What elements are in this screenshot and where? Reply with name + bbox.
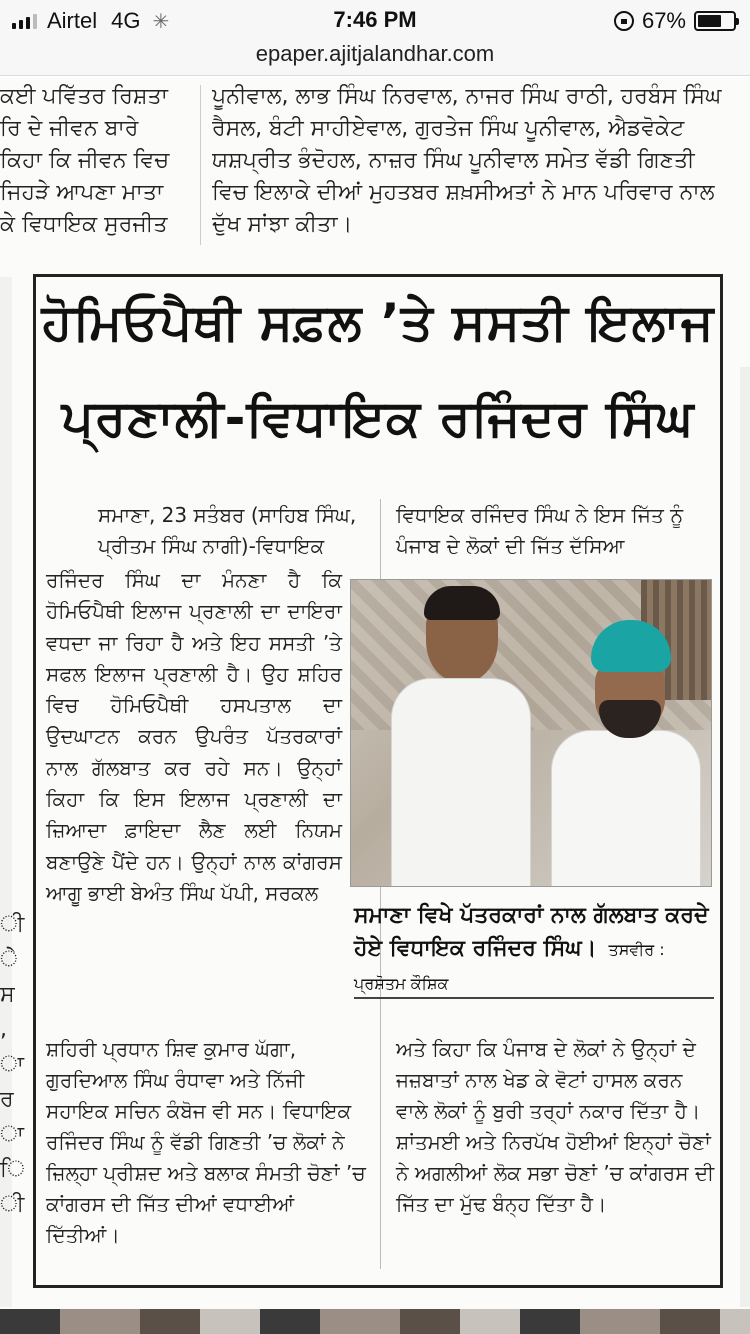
- top-right-column: ਪੂਨੀਵਾਲ, ਲਾਭ ਸਿੰਘ ਨਿਰਵਾਲ, ਨਾਜਰ ਸਿੰਘ ਰਾਠੀ, ਹਰਬੰਸ ਸਿੰਘ ਰੈਸਲ, ਬੰਟੀ ਸਾਹੀਏਵਾਲ, ਗੁਰਤੇਜ ਸਿੰਘ ਪੂਨੀਵਾਲ, ਐਡਵੋਕੇਟ ਯਸ਼ਪ੍ਰੀਤ ਭੰਦੋਹਲ, ਨਾਜ਼ਰ ਸਿੰਘ ਪੂਨੀਵਾਲ ਸਮੇਤ ਵੱਡੀ ਗਿਣਤੀ ਵਿਚ ਇਲਾਕੇ ਦੀਆਂ ਮੁਹਤਬਰ ਸ਼ਖ਼ਸੀਅਤਾਂ ਨੇ ਮਾਨ ਪਰਿਵਾਰ ਨਾਲ ਦੁੱਖ ਸਾਂਝਾ ਕੀਤਾ।: [212, 84, 722, 237]
- left-edge-letter: ਸ: [0, 982, 15, 1007]
- epaper-page[interactable]: [0, 77, 750, 1334]
- article-body-bottom-left: ਸ਼ਹਿਰੀ ਪ੍ਰਧਾਨ ਸ਼ਿਵ ਕੁਮਾਰ ਘੱਗਾ, ਗੁਰਦਿਆਲ ਸਿੰਘ ਰੰਧਾਵਾ ਅਤੇ ਨਿੱਜੀ ਸਹਾਇਕ ਸਚਿਨ ਕੰਬੋਜ ਵੀ ਸਨ। ਵਿਧਾਇਕ ਰਜਿੰਦਰ ਸਿੰਘ ਨੂੰ ਵੱਡੀ ਗਿਣਤੀ ’ਚ ਲੋਕਾਂ ਨੇ ਜ਼ਿਲ੍ਹਾ ਪ੍ਰੀਸ਼ਦ ਅਤੇ ਬਲਾਕ ਸੰਮਤੀ ਚੋਣਾਂ ’ਚ ਕਾਂਗਰਸ ਦੀ ਜਿੱਤ ਦੀਆਂ ਵਧਾਈਆਂ ਦਿੱਤੀਆਂ।: [46, 1037, 366, 1247]
- url-bar[interactable]: epaper.ajitjalandhar.com: [0, 40, 750, 76]
- right-edge-fragment: [740, 367, 750, 1307]
- column-divider: [200, 85, 201, 245]
- top-left-line: ਕਿਹਾ ਕਿ ਜੀਵਨ ਵਿਚ: [0, 148, 170, 173]
- network-type: 4G: [111, 8, 141, 33]
- top-left-line: ਜਿਹੜੇ ਆਪਣਾ ਮਾਤਾ: [0, 180, 164, 205]
- article-subhead: ਵਿਧਾਇਕ ਰਜਿੰਦਰ ਸਿੰਘ ਨੇ ਇਸ ਜਿੱਤ ਨੂੰ ਪੰਜਾਬ ਦੇ ਲੋਕਾਂ ਦੀ ਜਿੱਤ ਦੱਸਿਆ: [396, 503, 684, 558]
- left-edge-letter: ,: [0, 1017, 7, 1042]
- rotation-lock-icon: [614, 11, 634, 31]
- headline-line-1: ਹੋਮਿਓਪੈਥੀ ਸਫ਼ਲ ’ਤੇ ਸਸਤੀ ਇਲਾਜ: [41, 293, 715, 351]
- carrier-name: Airtel: [47, 8, 98, 33]
- article-byline: ਸਮਾਣਾ, 23 ਸਤੰਬਰ (ਸਾਹਿਬ ਸਿੰਘ, ਪ੍ਰੀਤਮ ਸਿੰਘ ਨਾਗੀ)-ਵਿਧਾਇਕ: [98, 503, 357, 558]
- top-left-line: ਕੇ ਵਿਧਾਇਕ ਸੁਰਜੀਤ: [0, 212, 168, 237]
- top-left-line: ਕਈ ਪਵਿੱਤਰ ਰਿਸ਼ਤਾ: [0, 84, 168, 109]
- caption-text: ਸਮਾਣਾ ਵਿਖੇ ਪੱਤਰਕਾਰਾਂ ਨਾਲ ਗੱਲਬਾਤ ਕਰਦੇ ਹੋਏ ਵਿਧਾਇਕ ਰਜਿੰਦਰ ਸਿੰਘ।: [354, 903, 709, 961]
- status-time: 7:46 PM: [333, 7, 417, 32]
- left-edge-letter: ਰ: [0, 1087, 14, 1112]
- person-left: [391, 590, 531, 887]
- left-edge-letter: ੀ: [0, 1192, 25, 1217]
- status-bar: [0, 0, 750, 40]
- left-edge-letter: ੇ: [0, 947, 18, 972]
- left-edge-letter: ਾ: [0, 1122, 24, 1147]
- left-edge-fragment: [0, 277, 12, 1307]
- left-edge-letter: ੀ: [0, 912, 25, 937]
- headline-line-2: ਪ੍ਰਣਾਲੀ-ਵਿਧਾਇਕ ਰਜਿੰਦਰ ਸਿੰਘ: [61, 389, 695, 447]
- news-article[interactable]: [33, 274, 723, 1288]
- left-edge-letter: ਿ: [0, 1157, 25, 1182]
- loading-spinner-icon: ✳: [152, 10, 170, 33]
- article-body-left: ਰਜਿੰਦਰ ਸਿੰਘ ਦਾ ਮੰਨਣਾ ਹੈ ਕਿ ਹੋਮਿਓਪੈਥੀ ਇਲਾਜ ਪ੍ਰਣਾਲੀ ਦਾ ਦਾਇਰਾ ਵਧਦਾ ਜਾ ਰਿਹਾ ਹੈ ਅਤੇ ਇਹ ਸਸਤੀ ’ਤੇ ਸਫਲ ਇਲਾਜ ਪ੍ਰਣਾਲੀ ਹੈ। ਉਹ ਸ਼ਹਿਰ ਵਿਚ ਹੋਮਿਓਪੈਥੀ ਹਸਪਤਾਲ ਦਾ ਉਦਘਾਟਨ ਕਰਨ ਉਪਰੰਤ ਪੱਤਰਕਾਰਾਂ ਨਾਲ ਗੱਲਬਾਤ ਕਰ ਰਹੇ ਸਨ। ਉਨ੍ਹਾਂ ਕਿਹਾ ਕਿ ਇਸ ਇਲਾਜ ਪ੍ਰਣਾਲੀ ਦਾ ਜ਼ਿਆਦਾ ਫ਼ਾਇਦਾ ਲੈਣ ਲਈ ਨਿਯਮ ਬਣਾਉਣੇ ਪੈਂਦੇ ਹਨ। ਉਨ੍ਹਾਂ ਨਾਲ ਕਾਂਗਰਸ ਆਗੂ ਭਾਈ ਬੇਅੰਤ ਸਿੰਘ ਪੱਪੀ, ਸਰਕਲ: [46, 568, 342, 905]
- person-right: [551, 620, 701, 887]
- caption-rule: [354, 997, 714, 999]
- next-article-preview: [0, 1309, 750, 1334]
- article-body-bottom-right: ਅਤੇ ਕਿਹਾ ਕਿ ਪੰਜਾਬ ਦੇ ਲੋਕਾਂ ਨੇ ਉਨ੍ਹਾਂ ਦੇ ਜਜ਼ਬਾਤਾਂ ਨਾਲ ਖੇਡ ਕੇ ਵੋਟਾਂ ਹਾਸਲ ਕਰਨ ਵਾਲੇ ਲੋਕਾਂ ਨੂੰ ਬੁਰੀ ਤਰ੍ਹਾਂ ਨਕਾਰ ਦਿੱਤਾ ਹੈ। ਸ਼ਾਂਤਮਈ ਅਤੇ ਨਿਰਪੱਖ ਹੋਈਆਂ ਇਨ੍ਹਾਂ ਚੋਣਾਂ ਨੇ ਅਗਲੀਆਂ ਲੋਕ ਸਭਾ ਚੋਣਾਂ ’ਚ ਕਾਂਗਰਸ ਦੀ ਜਿੱਤ ਦਾ ਮੁੱਢ ਬੰਨ੍ਹ ਦਿੱਤਾ ਹੈ।: [396, 1037, 715, 1216]
- top-left-column: [0, 81, 192, 241]
- photo-credit: ਤਸਵੀਰ : ਪ੍ਰਸ਼ੋਤਮ ਕੌਸ਼ਿਕ: [354, 940, 665, 993]
- photo-caption: [354, 899, 714, 1000]
- battery-percent: 67%: [641, 8, 686, 33]
- top-left-line: ਰਿ ਦੇ ਜੀਵਨ ਬਾਰੇ: [0, 116, 139, 141]
- battery-icon: [694, 11, 736, 31]
- article-photo: [350, 579, 712, 887]
- left-edge-letter: ਾ: [0, 1052, 24, 1077]
